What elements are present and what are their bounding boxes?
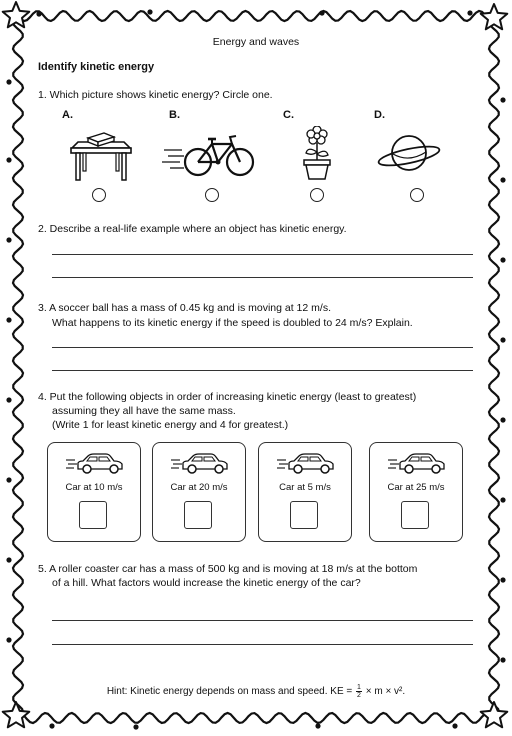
border-dot [36,11,41,16]
answer-line-q3-1[interactable] [52,347,473,348]
moving-bicycle-icon [162,132,256,178]
worksheet-title: Energy and waves [212,36,300,48]
option-c-letter: C. [283,109,294,121]
border-dot [319,10,324,15]
border-dot [452,723,457,728]
star-icon [481,4,508,29]
hint-prefix: Hint: Kinetic energy depends on mass and speed. KE = [106,686,356,698]
star-icon [481,702,508,727]
border-dot [6,557,11,562]
question-2-text: 2. Describe a real-life example where an object has kinetic energy. [38,223,347,235]
star-icon [3,702,30,727]
star-icon [3,2,30,27]
question-4-line-3: (Write 1 for least kinetic energy and 4 for greatest.) [52,419,289,431]
car-card-label: Car at 5 m/s [279,482,331,493]
border-dot [500,497,505,502]
border-dot [500,177,505,182]
hint-suffix: × m × v². [362,686,406,698]
border-dot [500,257,505,262]
answer-line-q2-2[interactable] [52,277,473,278]
section-heading: Identify kinetic energy [38,61,155,73]
question-5-line-1: 5. A roller coaster car has a mass of 500 kg and is moving at 18 m/s at the bottom [38,563,418,575]
option-d-radio[interactable] [410,188,424,202]
border-dot [133,724,138,729]
fraction-denominator: 2 [357,692,361,699]
border-dot [6,397,11,402]
answer-line-q5-2[interactable] [52,644,473,645]
border-dot [500,577,505,582]
question-3-line-1: 3. A soccer ball has a mass of 0.45 kg and is moving at 12 m/s. [38,302,331,314]
border-dot [6,157,11,162]
car-card-label: Car at 10 m/s [65,482,123,493]
question-4-line-2: assuming they all have the same mass. [52,405,236,417]
border-dot [467,10,472,15]
potted-flower-icon [300,126,334,180]
border-dot [500,97,505,102]
hint-text [0,684,512,699]
fraction-numerator: 1 [357,684,361,691]
rank-input-box[interactable] [401,501,429,529]
car-card-label: Car at 20 m/s [170,482,228,493]
one-half-fraction [356,684,362,699]
car-card-label: Car at 25 m/s [387,482,445,493]
question-3-line-2: What happens to its kinetic energy if the speed is doubled to 24 m/s? Explain. [52,317,413,329]
car-card-3 [258,442,352,542]
moving-car-icon [171,451,229,475]
planet-icon [376,130,442,176]
border-dot [6,477,11,482]
car-card-4 [369,442,463,542]
border-dot [6,317,11,322]
border-dot [500,337,505,342]
answer-line-q5-1[interactable] [52,620,473,621]
table-with-book-icon [66,130,136,182]
question-4-line-1: 4. Put the following objects in order of increasing kinetic energy (least to greatest) [38,391,417,403]
border-dot [6,637,11,642]
rank-input-box[interactable] [290,501,318,529]
rank-input-box[interactable] [79,501,107,529]
option-a-radio[interactable] [92,188,106,202]
border-dot [6,79,11,84]
answer-line-q3-2[interactable] [52,370,473,371]
border-dot [315,723,320,728]
option-b-radio[interactable] [205,188,219,202]
car-card-1 [47,442,141,542]
car-card-2 [152,442,246,542]
option-a-letter: A. [62,109,73,121]
border-dot [147,9,152,14]
question-5-line-2: of a hill. What factors would increase the kinetic energy of the car? [52,577,361,589]
answer-line-q2-1[interactable] [52,254,473,255]
option-d-letter: D. [374,109,385,121]
border-dot [6,237,11,242]
moving-car-icon [66,451,124,475]
option-b-letter: B. [169,109,180,121]
border-dot [500,657,505,662]
option-c-radio[interactable] [310,188,324,202]
question-1-text: 1. Which picture shows kinetic energy? Circle one. [38,89,273,101]
moving-car-icon [277,451,335,475]
moving-car-icon [388,451,446,475]
border-dot [500,417,505,422]
rank-input-box[interactable] [184,501,212,529]
border-dot [49,723,54,728]
